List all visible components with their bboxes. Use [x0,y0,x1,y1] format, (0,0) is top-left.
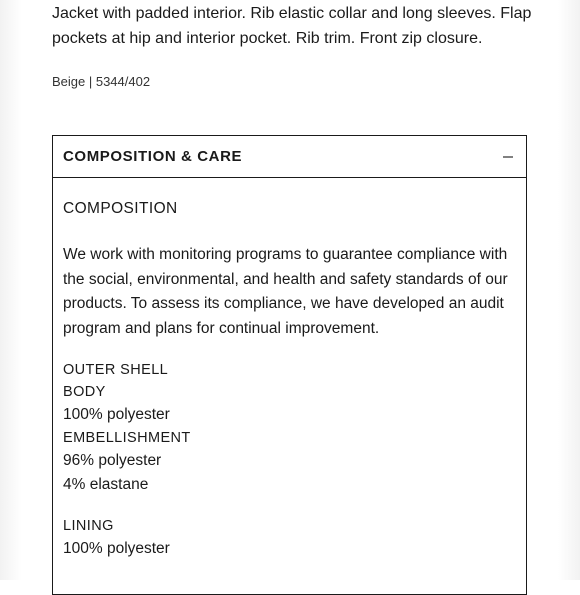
composition-care-accordion [52,135,527,595]
compliance-text: We work with monitoring programs to guarantee compliance with the social, environmental, and health and safety standards of our products. To assess its compliance, we have developed an audit program and plans for continual improvement. [63,246,508,337]
accordion-header[interactable] [53,136,526,178]
embellishment-material-polyester: 96% polyester [63,452,162,469]
color-reference: Beige | 5344/402 [52,74,151,89]
left-edge-shade [0,0,22,580]
accordion-body [53,199,526,561]
accordion-title: COMPOSITION & CARE [63,148,243,165]
right-edge-shade [558,0,580,580]
composition-heading: COMPOSITION [63,200,178,217]
product-description: Jacket with padded interior. Rib elastic collar and long sleeves. Flap pockets at hip and interior pocket. Rib trim. Front zip closure. [52,5,532,47]
body-material: 100% polyester [63,406,170,423]
embellishment-material-elastane: 4% elastane [63,476,149,493]
outer-shell-group [63,359,516,497]
lining-material: 100% polyester [63,540,170,557]
embellishment-label: EMBELLISHMENT [63,430,191,446]
outer-shell-label: OUTER SHELL [63,362,169,378]
lining-group [63,515,516,561]
lining-label: LINING [63,518,114,534]
body-label: BODY [63,384,106,400]
minus-icon[interactable] [502,151,514,163]
